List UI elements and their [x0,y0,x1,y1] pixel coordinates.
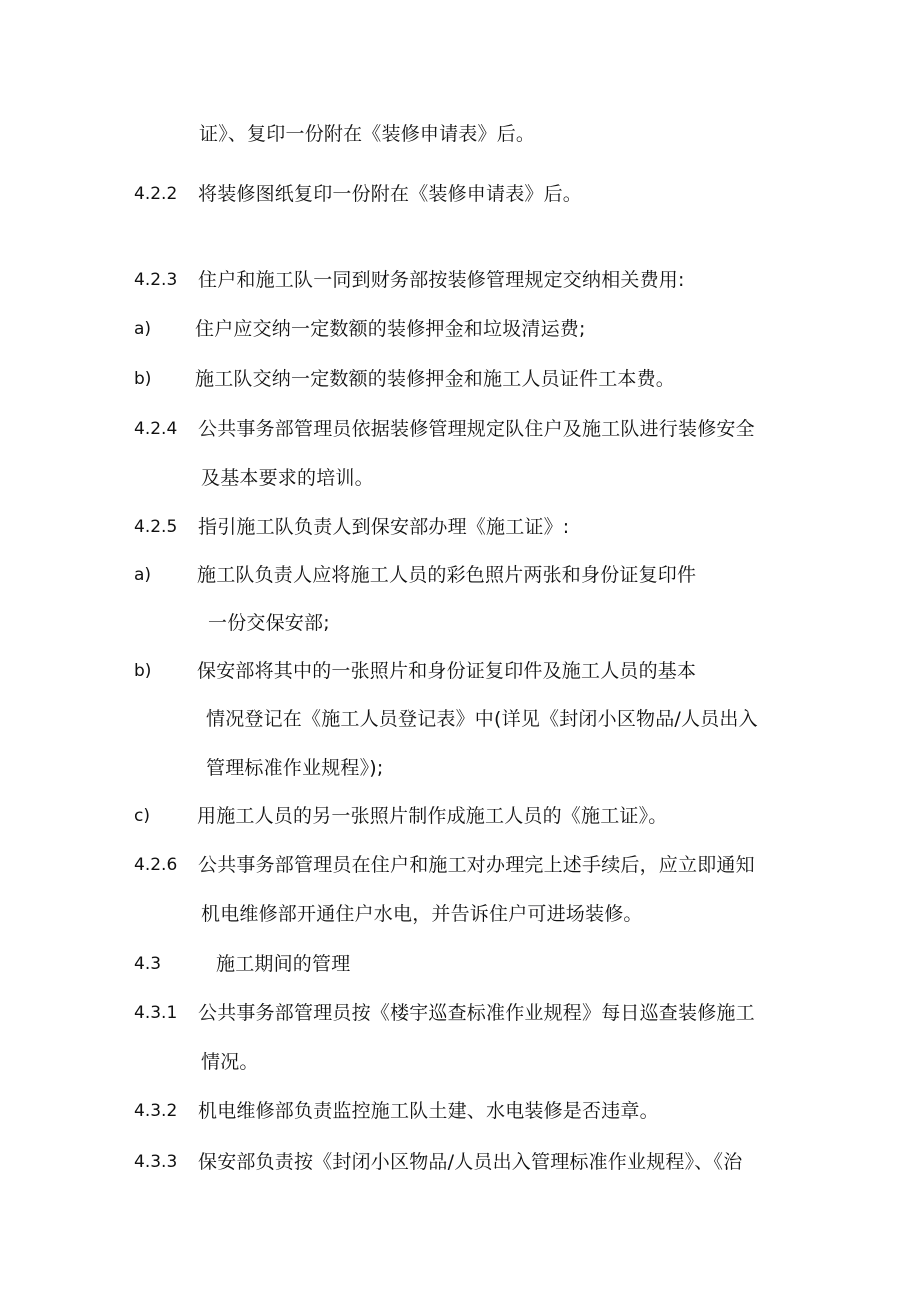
text-line: 情况登记在《施工人员登记表》中(详见《封闭小区物品/人员出入 [206,708,758,730]
text-line: 将装修图纸复印一份附在《装修申请表》后。 [198,183,583,205]
text-line: 机电维修部开通住户水电，并告诉住户可进场装修。 [201,903,643,925]
clause-number: 4.3.1 [134,1003,178,1023]
text-line: 住户应交纳一定数额的装修押金和垃圾清运费; [195,318,586,340]
text-line: 指引施工队负责人到保安部办理《施工证》: [198,516,570,538]
text-line: 一份交保安部; [208,612,330,634]
text-line: 公共事务部管理员按《楼宇巡查标准作业规程》每日巡查装修施工 [198,1002,755,1024]
clause-number: 4.2.2 [134,184,178,204]
text-line: 证》、复印一份附在《装修申请表》后。 [199,123,536,145]
text-line: 公共事务部管理员依据装修管理规定队住户及施工队进行装修安全 [198,418,755,440]
item-letter: a) [134,319,152,339]
text-line: 住户和施工队一同到财务部按装修管理规定交纳相关费用: [198,269,685,291]
clause-number: 4.2.3 [134,270,178,290]
item-letter: c) [134,806,150,826]
section-number: 4.3 [134,954,162,974]
clause-number: 4.2.5 [134,517,178,537]
text-line: 施工队交纳一定数额的装修押金和施工人员证件工本费。 [195,368,676,390]
text-line: 施工队负责人应将施工人员的彩色照片两张和身份证复印件 [197,564,697,586]
clause-number: 4.2.4 [134,419,178,439]
text-line: 用施工人员的另一张照片制作成施工人员的《施工证》。 [197,805,668,827]
item-letter: b) [134,661,152,681]
section-heading: 施工期间的管理 [216,953,351,975]
text-line: 保安部将其中的一张照片和身份证复印件及施工人员的基本 [197,660,697,682]
text-line: 管理标准作业规程》); [206,757,384,779]
item-letter: b) [134,369,152,389]
text-line: 及基本要求的培训。 [201,467,374,489]
clause-number: 4.3.2 [134,1101,178,1121]
text-line: 机电维修部负责监控施工队土建、水电装修是否违章。 [198,1100,659,1122]
text-line: 公共事务部管理员在住户和施工对办理完上述手续后，应立即通知 [198,854,755,876]
item-letter: a) [134,565,152,585]
clause-number: 4.2.6 [134,855,178,875]
clause-number: 4.3.3 [134,1152,178,1172]
text-line: 情况。 [201,1051,259,1073]
text-line: 保安部负责按《封闭小区物品/人员出入管理标准作业规程》、《治 [198,1151,743,1173]
